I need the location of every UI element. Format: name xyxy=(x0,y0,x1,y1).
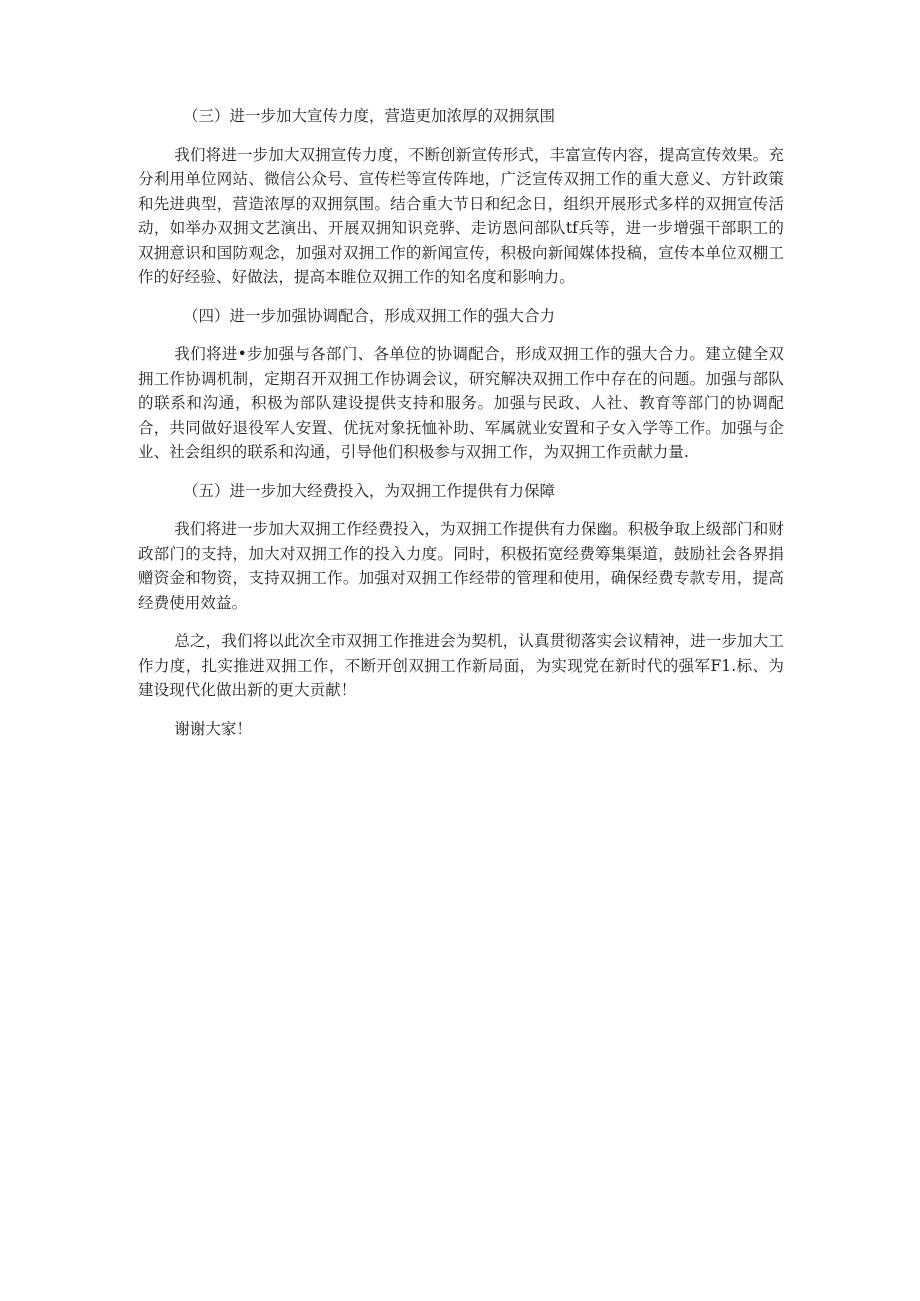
section-body-5: 我们将进一步加大双拥工作经费投入，为双拥工作提供有力保幽。积极争取上级部门和财政部门的支持，加大对双拥工作的投入力度。同时，积极拓宽经费筹集渠道，鼓励社会各界捐赠资金和物资，支持双拥工作。加强对双拥工作经带的管理和使用，确保经费专款专用，提高经费使用效益。 xyxy=(138,520,784,612)
document-page xyxy=(138,104,784,741)
conclusion-paragraph: 总之，我们将以此次全市双拥工作推进会为契机，认真贯彻落实会议精神，进一步加大工作力度，扎实推进双拥工作，不断开创双拥工作新局面，为实现党在新时代的强军F1.标、为建设现代化做出新的更大贡献！ xyxy=(138,632,784,699)
closing-remark: 谢谢大家！ xyxy=(174,719,252,738)
section-heading-5: （五）进一步加大经费投入，为双拥工作提供有力保障 xyxy=(182,481,555,500)
section-body-3: 我们将进一步加大双拥宣传力度，不断创新宣传形式，丰富宣传内容，提高宣传效果。充分利用单位网站、微信公众号、宣传栏等宣传阵地，广泛宣传双拥工作的重大意义、方针政策和先进典型，营造浓厚的双拥氛围。结合重大节日和纪念日，组织开展形式多样的双拥宣传活动，如举办双拥文艺演出、开展双拥知识竞骅、走访恩问部队tf兵等，进一步增强干部职工的双拥意识和国防观念，加强对双拥工作的新闻宣传，积极向新闻媒体投稿，宣传本单位双棚工作的好经验、好做法，提高本睢位双拥工作的知名度和影响力。 xyxy=(138,145,784,286)
section-heading-3: （三）进一步加大宣传力度，营造更加浓厚的双拥氛围 xyxy=(182,107,555,125)
section-heading-4: （四）进一步加强协调配合，形成双拥工作的强大合力 xyxy=(182,306,555,325)
section-body-4: 我们将进•步加强与各部门、各单位的协调配合，形成双拥工作的强大合力。建立健全双拥工作协调机制，定期召开双拥工作协调会议，研究解决双拥工作中存在的问题。加强与部队的联系和沟通，积极为部队建设提供支持和服务。加强与民政、人社、教育等部门的协调配合，共同做好退役军人安置、优抚对象抚恤补助、军属就业安置和子女入学等工作。加强与企业、社会组织的联系和沟通，引导他们积极参与双拥工作，为双拥工作贡献力量. xyxy=(138,345,784,461)
